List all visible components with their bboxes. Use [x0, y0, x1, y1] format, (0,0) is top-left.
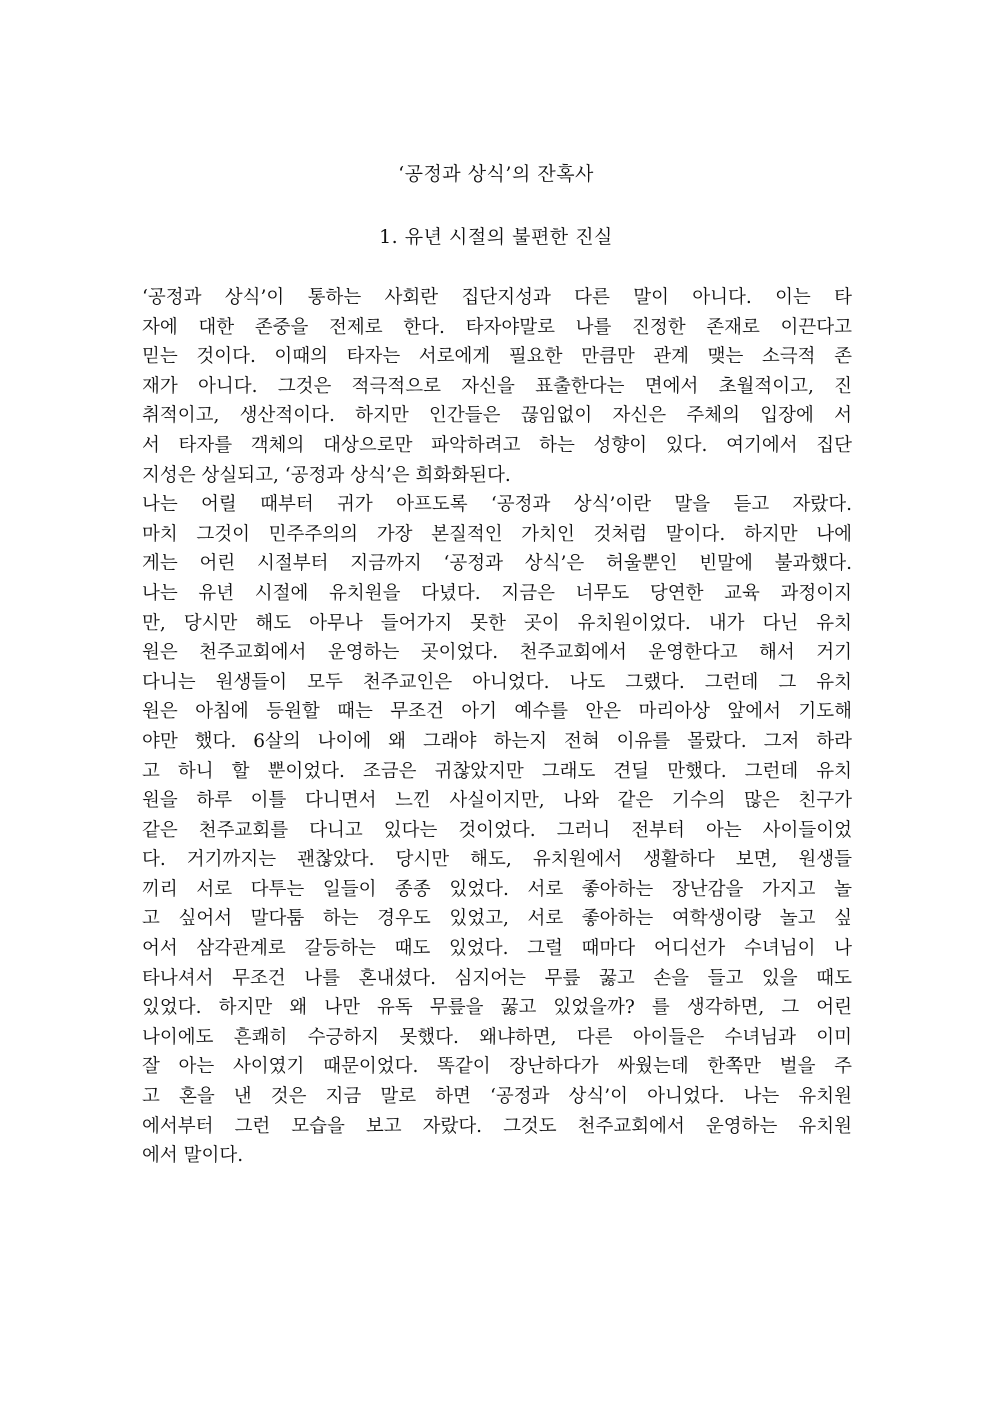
text-line: ‘공정과 상식’이 통하는 사회란 집단지성과 다른 말이 아니다. 이는 타: [142, 287, 852, 308]
text-line: 야만 했다. 6살의 나이에 왜 그래야 하는지 전혀 이유를 몰랐다. 그저 하라: [142, 730, 852, 752]
text-line: 원은 아침에 등원할 때는 무조건 아기 예수를 안은 마리아상 앞에서 기도해: [142, 701, 852, 723]
text-line: 원은 천주교회에서 운영하는 곳이었다. 천주교회에서 운영한다고 해서 거기: [142, 642, 852, 664]
text-line: 있었다. 하지만 왜 나만 유독 무릎을 꿇고 있었을까? 를 생각하면, 그 어린: [142, 997, 852, 1019]
text-line: 마치 그것이 민주주의의 가장 본질적인 가치인 것처럼 말이다. 하지만 나에: [142, 523, 852, 545]
body-text: [142, 283, 852, 1171]
text-line: 타나셔서 무조건 나를 혼내셨다. 심지어는 무릎 꿇고 손을 들고 있을 때도: [142, 967, 852, 989]
text-line: 에서 말이다.: [142, 1145, 244, 1167]
text-line: 지성은 상실되고, ‘공정과 상식’은 희화화된다.: [142, 464, 511, 486]
text-line: 나는 유년 시절에 유치원을 다녔다. 지금은 너무도 당연한 교육 과정이지: [142, 582, 852, 604]
text-line: 어서 삼각관계로 갈등하는 때도 있었다. 그럴 때마다 어디선가 수녀님이 나: [142, 938, 852, 960]
text-line: 다니는 원생들이 모두 천주교인은 아니었다. 나도 그랬다. 그런데 그 유치: [142, 671, 852, 693]
text-line: 나는 어릴 때부터 귀가 아프도록 ‘공정과 상식’이란 말을 듣고 자랐다.: [142, 494, 852, 516]
text-line: 재가 아니다. 그것은 적극적으로 자신을 표출한다는 면에서 초월적이고, 진: [142, 375, 852, 397]
text-line: 다. 거기까지는 괜찮았다. 당시만 해도, 유치원에서 생활하다 보면, 원생들: [142, 849, 852, 871]
text-line: 고 싶어서 말다툼 하는 경우도 있었고, 서로 좋아하는 여학생이랑 놀고 싶: [142, 908, 852, 930]
text-line: 취적이고, 생산적이다. 하지만 인간들은 끊임없이 자신은 주체의 입장에 서: [142, 405, 852, 427]
text-line: 만, 당시만 해도 아무나 들어가지 못한 곳이 유치원이었다. 내가 다닌 유치: [142, 612, 852, 634]
text-line: 원을 하루 이틀 다니면서 느낀 사실이지만, 나와 같은 기수의 많은 친구가: [142, 790, 852, 812]
text-line: 고 혼을 낸 것은 지금 말로 하면 ‘공정과 상식’이 아니었다. 나는 유치원: [142, 1086, 852, 1108]
text-line: 게는 어린 시절부터 지금까지 ‘공정과 상식’은 허울뿐인 빈말에 불과했다.: [142, 553, 852, 575]
text-line: 자에 대한 존중을 전제로 한다. 타자야말로 나를 진정한 존재로 이끈다고: [142, 316, 852, 338]
section-heading: 1. 유년 시절의 불편한 진실: [379, 226, 613, 248]
document-title: ‘공정과 상식’의 잔혹사: [398, 163, 594, 185]
text-line: 끼리 서로 다투는 일들이 종종 있었다. 서로 좋아하는 장난감을 가지고 놀: [142, 878, 852, 900]
text-line: 같은 천주교회를 다니고 있다는 것이었다. 그러니 전부터 아는 사이들이었: [142, 819, 852, 841]
text-line: 나이에도 흔쾌히 수긍하지 못했다. 왜냐하면, 다른 아이들은 수녀님과 이미: [142, 1026, 852, 1048]
text-line: 잘 아는 사이였기 때문이었다. 똑같이 장난하다가 싸웠는데 한쪽만 벌을 주: [142, 1056, 852, 1078]
text-line: 믿는 것이다. 이때의 타자는 서로에게 필요한 만큼만 관계 맺는 소극적 존: [142, 346, 852, 368]
text-line: 에서부터 그런 모습을 보고 자랐다. 그것도 천주교회에서 운영하는 유치원: [142, 1115, 852, 1137]
text-line: 서 타자를 객체의 대상으로만 파악하려고 하는 성향이 있다. 여기에서 집단: [142, 434, 852, 456]
text-line: 고 하니 할 뿐이었다. 조금은 귀찮았지만 그래도 견딜 만했다. 그런데 유치: [142, 760, 852, 782]
